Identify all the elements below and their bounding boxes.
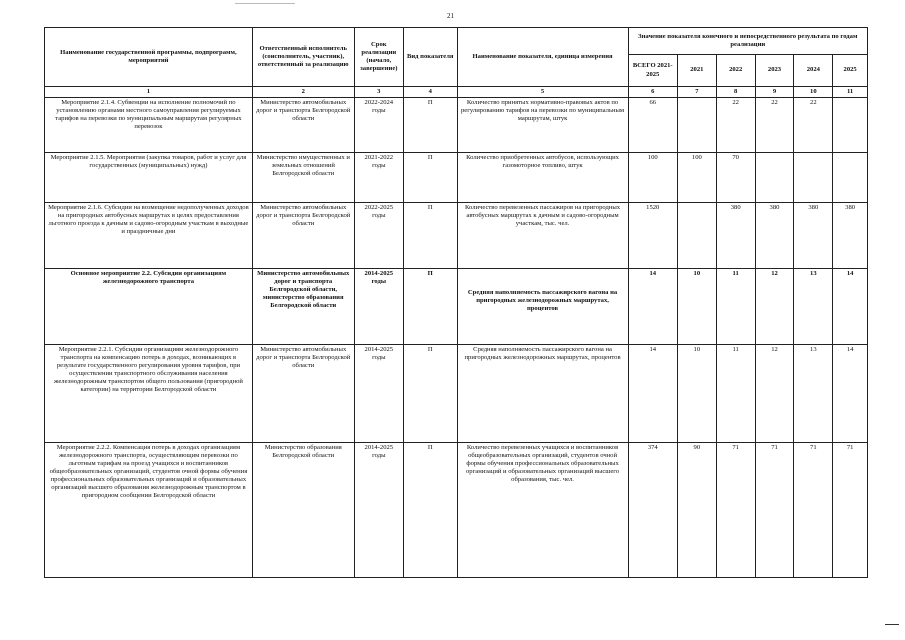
row-type: П [403, 269, 457, 345]
column-number: 6 [628, 87, 677, 98]
row-name: Основное мероприятие 2.2. Субсидии организациям железнодорожного транспорта [45, 269, 253, 345]
row-name: Мероприятие 2.1.6. Субсидии на возмещение недополученных доходов на пригородных автобусных маршрутах в целях предоставления льготного проезда к дачным и садово-огородным участкам в выходные и праздничные дни [45, 203, 253, 269]
row-name: Мероприятие 2.1.5. Мероприятия (закупка товаров, работ и услуг для государственных (муниципальных) нужд) [45, 153, 253, 203]
row-indicator: Количество перевезенных пассажиров на пригородных автобусных маршрутах к дачным и садово-огородным участкам, тыс. чел. [457, 203, 628, 269]
row-value-2025 [833, 153, 868, 203]
row-term: 2022-2025 годы [354, 203, 403, 269]
table-row [45, 98, 868, 153]
row-executor: Министерство образования Белгородской области [252, 443, 354, 578]
column-number: 7 [677, 87, 716, 98]
column-number: 4 [403, 87, 457, 98]
row-executor: Министерство автомобильных дорог и транспорта Белгородской области [252, 203, 354, 269]
row-name: Мероприятие 2.2.1. Субсидии организациям железнодорожного транспорта на компенсацию потерь в доходах, возникающих в результате государственного регулирования уровня тарифов, при осуществлении транспортного обслуживания населения железнодорожным транспортом общего пользования (пригородной категории) на территории Белгородской области [45, 345, 253, 443]
header-total: ВСЕГО 2021-2025 [628, 55, 677, 87]
row-name: Мероприятие 2.2.2. Компенсация потерь в доходах организациям железнодорожного транспорта, осуществляющим перевозки по льготным тарифам на проезд учащихся и воспитанников общеобразовательных организаций, студентов очной формы обучения профессиональных образовательных организаций и образовательных организаций высшего образования железнодорожным транспортом в пригородном сообщении Белгородской области [45, 443, 253, 578]
row-type: П [403, 345, 457, 443]
row-term: 2014-2025 годы [354, 443, 403, 578]
row-value-2023: 12 [755, 345, 794, 443]
row-indicator: Количество приобретенных автобусов, использующих газомоторное топливо, штук [457, 153, 628, 203]
row-total: 66 [628, 98, 677, 153]
row-value-2024: 13 [794, 269, 833, 345]
row-value-2023 [755, 153, 794, 203]
row-value-2024 [794, 153, 833, 203]
column-number: 11 [833, 87, 868, 98]
row-value-2024: 380 [794, 203, 833, 269]
row-value-2022: 11 [716, 345, 755, 443]
row-value-2025 [833, 98, 868, 153]
row-indicator: Количество принятых нормативно-правовых актов по регулированию тарифов на перевозки по муниципальным маршрутам, штук [457, 98, 628, 153]
scan-artifact-mark [885, 624, 899, 625]
row-value-2025: 71 [833, 443, 868, 578]
column-number: 2 [252, 87, 354, 98]
row-value-2023: 71 [755, 443, 794, 578]
row-value-2021 [677, 98, 716, 153]
row-type: П [403, 443, 457, 578]
row-term: 2014-2025 годы [354, 269, 403, 345]
row-executor: Министерство имущественных и земельных отношений Белгородской области [252, 153, 354, 203]
header-year-2024: 2024 [794, 55, 833, 87]
row-value-2023: 22 [755, 98, 794, 153]
header-values-group: Значение показателя конечного и непосредственного результата по годам реализации [628, 28, 867, 55]
table-row [45, 345, 868, 443]
row-value-2022: 11 [716, 269, 755, 345]
row-value-2023: 12 [755, 269, 794, 345]
header-term: Срок реализации (начало, завершение) [354, 28, 403, 87]
header-indicator-name: Наименование показателя, единица измерения [457, 28, 628, 87]
table-row [45, 443, 868, 578]
row-value-2021 [677, 203, 716, 269]
column-number: 8 [716, 87, 755, 98]
column-number: 5 [457, 87, 628, 98]
column-number: 1 [45, 87, 253, 98]
header-indicator-type: Вид показателя [403, 28, 457, 87]
row-value-2021: 90 [677, 443, 716, 578]
row-value-2025: 14 [833, 345, 868, 443]
table-row [45, 153, 868, 203]
row-type: П [403, 153, 457, 203]
row-indicator: Средняя наполняемость пассажирского вагона на пригородных железнодорожных маршрутах, процентов [457, 269, 628, 345]
page-number: 21 [447, 12, 454, 20]
row-total: 14 [628, 345, 677, 443]
row-term: 2022-2024 годы [354, 98, 403, 153]
row-total: 100 [628, 153, 677, 203]
row-total: 1520 [628, 203, 677, 269]
row-value-2022: 70 [716, 153, 755, 203]
row-value-2025: 14 [833, 269, 868, 345]
header-year-2021: 2021 [677, 55, 716, 87]
row-value-2025: 380 [833, 203, 868, 269]
row-type: П [403, 98, 457, 153]
row-executor: Министерство автомобильных дорог и транспорта Белгородской области, министерство образования Белгородской области [252, 269, 354, 345]
row-value-2022: 380 [716, 203, 755, 269]
row-value-2022: 22 [716, 98, 755, 153]
header-executor: Ответственный исполнитель (соисполнитель, участник), ответственный за реализацию [252, 28, 354, 87]
scan-artifact-line [235, 3, 295, 4]
row-value-2023: 380 [755, 203, 794, 269]
row-value-2024: 13 [794, 345, 833, 443]
table-row [45, 203, 868, 269]
header-year-2023: 2023 [755, 55, 794, 87]
column-number: 10 [794, 87, 833, 98]
column-number: 9 [755, 87, 794, 98]
row-type: П [403, 203, 457, 269]
row-indicator: Количество перевезенных учащихся и воспитанников общеобразовательных организаций, студентов очной формы обучения профессиональных образовательных организаций и образовательных организаций высшего образования, тыс. чел. [457, 443, 628, 578]
row-term: 2021-2022 годы [354, 153, 403, 203]
row-total: 14 [628, 269, 677, 345]
row-name: Мероприятие 2.1.4. Субвенции на исполнение полномочий по установлению органами местного самоуправления регулируемых тарифов на перевозки по муниципальным маршрутам регулярных перевозок [45, 98, 253, 153]
row-value-2021: 100 [677, 153, 716, 203]
row-value-2021: 10 [677, 269, 716, 345]
row-term: 2014-2025 годы [354, 345, 403, 443]
indicators-table [44, 27, 868, 578]
column-number: 3 [354, 87, 403, 98]
row-value-2024: 22 [794, 98, 833, 153]
row-executor: Министерство автомобильных дорог и транспорта Белгородской области [252, 345, 354, 443]
header-year-2025: 2025 [833, 55, 868, 87]
row-value-2024: 71 [794, 443, 833, 578]
header-year-2022: 2022 [716, 55, 755, 87]
row-indicator: Средняя наполняемость пассажирского вагона на пригородных железнодорожных маршрутах, процентов [457, 345, 628, 443]
row-value-2022: 71 [716, 443, 755, 578]
header-name: Наименование государственной программы, подпрограмм, мероприятий [45, 28, 253, 87]
column-number-row [45, 87, 868, 98]
table-row-main-activity [45, 269, 868, 345]
row-value-2021: 10 [677, 345, 716, 443]
row-total: 374 [628, 443, 677, 578]
row-executor: Министерство автомобильных дорог и транспорта Белгородской области [252, 98, 354, 153]
